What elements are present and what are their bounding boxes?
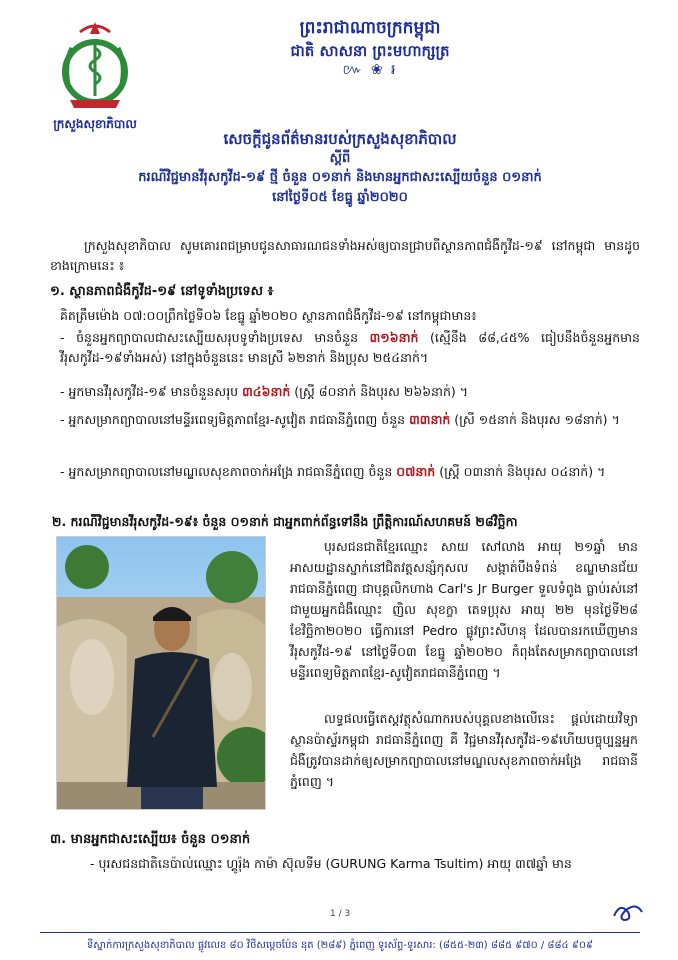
signature-icon [610,898,646,926]
press-subject: ករណីវិជ្ជមានវីរុសកូវីដ-១៩ ថ្មី ចំនួន ០១នាក់ និងមានអ្នកជាសះស្បើយចំនួន ០១នាក់ [138,170,542,185]
signature-mark [610,898,646,930]
section2-paragraph2: លទ្ធផលធ្វើតេស្តវត្ថុសំណាករបស់បុគ្គលខាងលើនេះ ផ្តល់ដោយវិទ្យាស្ថានប៉ាស្ទ័រកម្ពុជា រាជធានីភ្នំពេញ គឺ វិជ្ជមានវីរុសកូវីដ-១៩ហើយបច្ចុប្បន្នអ្នកជំងឺត្រូវបានដាក់ឲ្យសម្រាកព្យាបាលនៅមណ្ឌលសុខភាពចាក់អង្រែ រាជធានីភ្នំពេញ ។ [290,711,638,789]
intro-paragraph: ក្រសួងសុខាភិបាល សូមគោរពជម្រាបជូនសាធារណជនទាំងអស់ឲ្យបានជ្រាបពីស្ថានភាពជំងឺកូវីដ-១៩ នៅកម្ពុជា មានដូចខាងក្រោមនេះ ៖ [50,238,640,273]
page-number: 1 / 3 [330,909,351,919]
bullet-health-text-a: - អ្នកសម្រាកព្យាបាលនៅមណ្ឌលសុខភាពចាក់អង្រែ រាជធានីភ្នំពេញ ចំនួន [60,464,397,479]
footer-divider [40,932,640,933]
kingdom-header [225,16,515,78]
kingdom-motto: ជាតិ សាសនា ព្រះមហាក្សត្រ [290,42,450,60]
press-title-block [40,128,640,208]
bullet-total-value: ៣៤៦នាក់ [242,384,291,399]
bullet-hospital-text-b: (ស្រី ១៥នាក់ និងបុរស ១៨នាក់) ។ [450,412,620,427]
section3-heading: ៣. មានអ្នកជាសះស្បើយ៖ ចំនួន ០១នាក់ [50,832,251,847]
ornament-divider: ៚ ❀ ៛ [342,62,398,78]
bullet-hospital-value: ៣៣នាក់ [409,412,451,427]
bullet-health-value: ០៧នាក់ [396,464,436,479]
press-title: សេចក្តីជូនព័ត៌មានរបស់ក្រសួងសុខាភិបាល [223,130,457,148]
section3-paragraph1: - បុរសជនជាតិនេប៉ាល់ឈ្មោះ ហ្គូរ៉ុង កាម៉ា ស៊ុលទីម (GURUNG Karma Tsultim) អាយុ ៣៧ឆ្នាំ មាន [90,856,572,871]
section2-paragraph1: បុរសជនជាតិខ្មែរឈ្មោះ សាយ សៅលាង អាយុ ២១ឆ្នាំ មានអាសយដ្ឋានស្នាក់នៅជិតវត្តសន្សំកុសល សង្កាត់បឹងទំពន់ ខណ្ឌមានជ័យ រាជធានីភ្នំពេញ ជាបុគ្គលិកហាង Carl's Jr Burger ទួលទំពូង ធ្លាប់រស់នៅជាមួយអ្នកជំងឺឈ្មោះ ញិល សុខក្ខា តេទប្រុស អាយុ ២២ មុនថ្ងៃទី២៨ ខែវិច្ឆិកា២០២០ ធ្វើការនៅ Pedro ផ្លូវព្រះសីហនុ ដែលបានរកឃើញមានវីរុសកូវីដ-១៩ នៅថ្ងៃទី០៣ ខែធ្នូ ឆ្នាំ២០២០ កំពុងតែសម្រាកព្យាបាលនៅមន្ទីរពេទ្យមិត្តភាពខ្មែរ-សូវៀតរាជធានីភ្នំពេញ ។ [290,539,638,680]
bullet-hospital-text-a: - អ្នកសម្រាកព្យាបាលនៅមន្ទីរពេទ្យមិត្តភាពខ្មែរ-សូវៀត រាជធានីភ្នំពេញ ចំនួន [60,412,410,427]
bullet-recovered-value: ៣១៦នាក់ [369,330,419,345]
bullet-total-cases [60,382,640,402]
press-about: ស្តីពី [329,151,351,166]
ministry-logo [20,14,170,134]
bullet-health-text-b: (ស្ត្រី ០៣នាក់ និងបុរស ០៤នាក់) ។ [435,464,606,479]
bullet-recovered-text-a: - ចំនួនអ្នកព្យាបាលជាសះស្បើយសរុបទូទាំងប្រទេស មានចំនួន [60,330,370,345]
section2-heading: ២. ករណីវិជ្ជមានវីរុសកូវីដ-១៩៖ ចំនួន ០១នាក់ ជាអ្នកពាក់ព័ន្ធទៅនឹង ព្រឹត្តិការណ៍សហគមន៍ ២៨វិច្ឆិកា [52,514,518,529]
ministry-emblem-icon [50,14,140,114]
section1-heading: ១. ស្ថានភាពជំងឺកូវីដ-១៩ នៅទូទាំងប្រទេស ៖ [50,284,274,299]
bullet-total-text-b: (ស្ត្រី ៨០នាក់ និងបុរស ២៦៦នាក់) ។ [290,384,468,399]
ministry-name-label: ក្រសួងសុខាភិបាល [53,117,137,131]
patient-photo-image [57,537,266,810]
kingdom-title: ព្រះរាជាណាចក្រកម្ពុជា [299,18,441,38]
press-date: នៅថ្ងៃទី០៥ ខែធ្នូ ឆ្នាំ២០២០ [272,190,408,205]
footer-address: ទីស្នាក់ការក្រសួងសុខាភិបាល ផ្លូវលេខ ៨០ វិថីសម្តេចប៉ែន នុត (២៨៩) ភ្នំពេញ ទូរស័ព្ទ-ទូរសារ: (៨៥៥-២៣) ៨៨៥ ៩៧០ / ៨៨៤ ៩០៩ [86,940,594,951]
bullet-total-text-a: - អ្នកមានវីរុសកូវីដ-១៩ មានចំនួនសរុប [60,384,243,399]
patient-photo [56,536,266,810]
bullet-health-center [60,462,640,482]
section1-lead: គិតត្រឹមម៉ោង ០៧:០០ព្រឹកថ្ងៃទី០៦ ខែធ្នូ ឆ្នាំ២០២០ ស្ថានភាពជំងឺកូវីដ-១៩ នៅកម្ពុជាមាន៖ [60,308,477,323]
bullet-recovered-text-b: (ស្មើនឹង ៨៨,៤៥% ធៀបនឹងចំនួនអ្នកមានវីរុសកូវីដ-១៩ទាំងអស់) នៅក្នុងចំនួននេះ មានស្រី ៦២នាក់ និងប្រុស ២៥៤នាក់។ [60,330,640,365]
bullet-hospital [60,410,640,430]
bullet-recovered [60,328,640,368]
